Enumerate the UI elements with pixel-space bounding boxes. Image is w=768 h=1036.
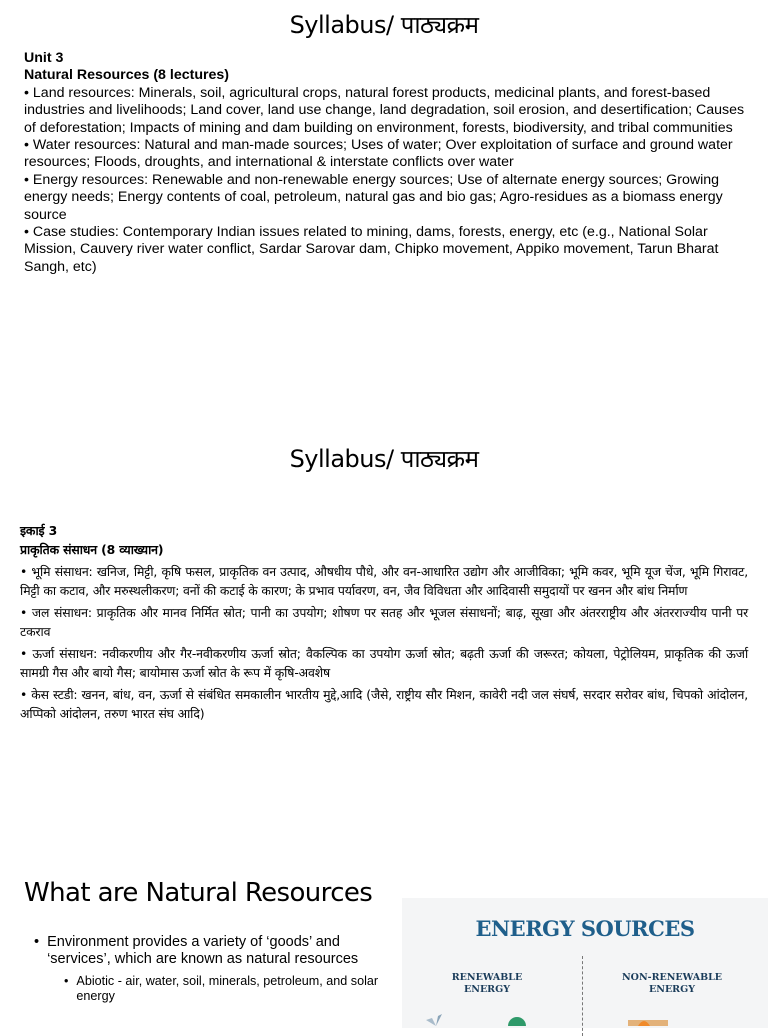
bullet-water: • Water resources: Natural and man-made sources; Uses of water; Over exploitation of surface and ground water resources; Floods, droughts, and international & interstate conflicts over water bbox=[24, 137, 733, 171]
bullet-case-studies: • Case studies: Contemporary Indian issues related to mining, dams, forests, energy, etc (e.g., National Solar Mission, Cauvery river water conflict, Sardar Sarovar dam, Chipko movement, Appiko movement, Tarun Bharat Sangh, etc) bbox=[24, 224, 719, 275]
divider bbox=[582, 956, 583, 1036]
section-heading: प्राकृतिक संसाधन (8 व्याख्यान) bbox=[20, 541, 164, 557]
bullet-land: • Land resources: Minerals, soil, agricultural crops, natural forest products, medicinal plants, and forest-based industries and livelihoods; Land cover, land use change, land degradation, soil erosion, and desertification; Causes of deforestation; Impacts of mining and dam building on environment, forests, biodiversity, and tribal communities bbox=[24, 84, 745, 136]
bullet-energy: • ऊर्जा संसाधन: नवीकरणीय और गैर-नवीकरणीय ऊर्जा स्रोत; वैकल्पिक का उपयोग ऊर्जा स्रोत; बढ़ती ऊर्जा की जरूरत; कोयला, पेट्रोलियम, प्राकृतिक की ऊर्जा सामग्री गैस और बायो गैस; बायोमास ऊर्जा स्रोत के रूप में कृषि-अवशेष bbox=[20, 646, 748, 680]
energy-sources-graphic bbox=[402, 898, 768, 1028]
fossil-fuel-icon bbox=[598, 1014, 688, 1026]
unit-label: Unit 3 bbox=[24, 50, 64, 66]
slide-body bbox=[20, 522, 748, 727]
bullet-text: Environment provides a variety of ‘goods’ and ‘services’, which are known as natural resources bbox=[47, 934, 359, 967]
bullet-marker: • bbox=[34, 934, 40, 950]
wind-turbine-icon bbox=[416, 1014, 456, 1026]
slide-title: Syllabus/ पाठ्यक्रम bbox=[289, 11, 479, 39]
slide-what-are-natural-resources bbox=[0, 862, 768, 1024]
slide-title: What are Natural Resources bbox=[24, 878, 373, 908]
list-item bbox=[34, 934, 384, 968]
graphic-title: ENERGY SOURCES bbox=[475, 916, 695, 941]
slide-syllabus-hindi bbox=[0, 430, 768, 850]
section-heading: Natural Resources (8 lectures) bbox=[24, 67, 230, 84]
slide-bullets bbox=[34, 934, 384, 1004]
slide-body bbox=[24, 50, 746, 276]
bullet-text: Abiotic - air, water, soil, minerals, petroleum, and solar energy bbox=[76, 974, 379, 1003]
non-renewable-label: NON-RENEWABLE ENERGY bbox=[621, 972, 723, 995]
renewable-label: RENEWABLE ENERGY bbox=[451, 972, 523, 995]
bullet-case-studies: • केस स्टडी: खनन, बांध, वन, ऊर्जा से संबंधित समकालीन भारतीय मुद्दे,आदि (जैसे, राष्ट्रीय सौर मिशन, कावेरी नदी जल संघर्ष, सरदार सरोवर बांध, चिपको आंदोलन, अप्पिको आंदोलन, तरुण भारत संघ आदि) bbox=[20, 687, 748, 721]
unit-label: इकाई 3 bbox=[20, 523, 58, 538]
bullet-energy: • Energy resources: Renewable and non-renewable energy sources; Use of alternate energy sources; Growing energy needs; Energy contents of coal, petroleum, natural gas and bio gas; Agro-residues as a biomass energy source bbox=[24, 171, 723, 223]
bullet-water: • जल संसाधन: प्राकृतिक और मानव निर्मित स्रोत; पानी का उपयोग; शोषण पर सतह और भूजल संसाधनों; बाढ़, सूखा और अंतरराष्ट्रीय और अंतरराज्यीय पानी पर टकराव bbox=[20, 605, 748, 639]
sub-list-item bbox=[64, 974, 384, 1004]
bullet-land: • भूमि संसाधन: खनिज, मिट्टी, कृषि फसल, प्राकृतिक वन उत्पाद, औषधीय पौधे, और वन-आधारित उद्योग और आजीविका; भूमि कवर, भूमि यूज चेंज, भूमि गिरावट, मिट्टी का कटाव, और मरुस्थलीकरण; वनों की कटाई के कारण; के प्रभाव पर्यावरण, वन, जैव विविधता और आदिवासी समुदायों पर खनन और बांध निर्माण bbox=[20, 564, 748, 598]
bullet-marker: • bbox=[64, 974, 69, 988]
slide-syllabus-english bbox=[0, 0, 768, 410]
slide-title: Syllabus/ पाठ्यक्रम bbox=[289, 445, 479, 473]
bulb-icon bbox=[502, 1014, 532, 1026]
